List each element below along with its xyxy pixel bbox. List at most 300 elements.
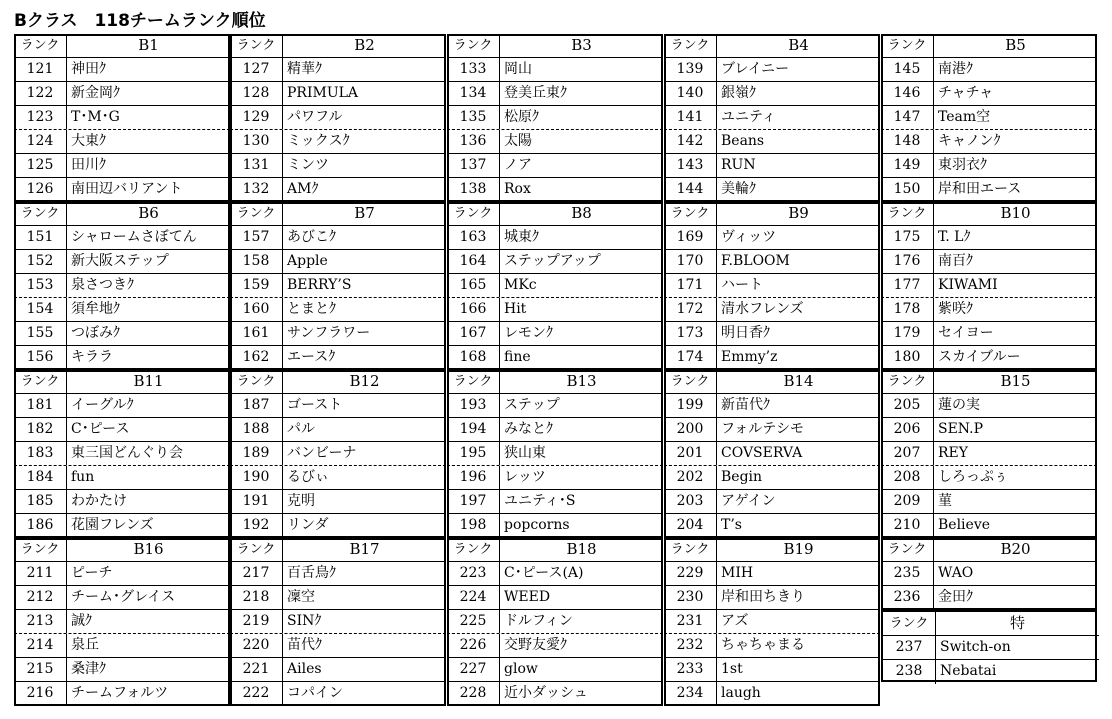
team-name-cell: 城東ｸ	[504, 229, 539, 245]
rank-cell: 124	[14, 130, 67, 153]
rank-cell: 202	[664, 466, 717, 489]
team-name-cell: Ailes	[287, 661, 322, 677]
group-block	[881, 538, 1097, 706]
group-block	[881, 34, 1097, 202]
table-row	[881, 514, 1097, 538]
team-name-cell: リンダ	[287, 517, 329, 533]
team-name-cell: Team空	[938, 109, 991, 125]
rank-cell: 212	[14, 586, 67, 609]
table-row	[14, 586, 230, 610]
table-row	[883, 636, 1099, 660]
table-row	[447, 298, 663, 322]
rank-cell: 172	[664, 298, 717, 321]
table-row	[447, 610, 663, 634]
rank-cell: 215	[14, 658, 67, 681]
rank-column-header: ランク	[14, 34, 67, 57]
rank-cell: 143	[664, 154, 717, 177]
team-name-cell: パル	[287, 421, 315, 437]
table-row	[447, 514, 663, 538]
table-row	[664, 634, 880, 658]
table-row	[14, 346, 230, 370]
rank-cell: 218	[230, 586, 283, 609]
team-name-cell: わかたけ	[71, 493, 127, 509]
team-name-cell: 交野友愛ｸ	[504, 637, 567, 653]
rank-cell: 160	[230, 298, 283, 321]
rank-cell: 169	[664, 226, 717, 249]
team-name-cell: 誠ｸ	[71, 613, 92, 629]
table-row	[881, 178, 1097, 202]
special-group-block	[881, 610, 1097, 682]
table-row	[14, 514, 230, 538]
team-name-cell: 花園フレンズ	[71, 517, 154, 533]
table-row	[664, 562, 880, 586]
rank-cell: 146	[881, 82, 934, 105]
team-name-cell: ノア	[504, 157, 532, 173]
team-name-cell: 蓮の実	[938, 397, 980, 413]
team-name-cell: サンフラワー	[287, 325, 371, 341]
rank-cell: 214	[14, 634, 67, 657]
team-name-cell: Apple	[287, 253, 328, 269]
team-name-cell: 岸和田ちきり	[721, 589, 805, 605]
group-name: B16	[133, 540, 164, 558]
rank-cell: 189	[230, 442, 283, 465]
team-name-cell: 神田ｸ	[71, 61, 106, 77]
group-header	[14, 34, 230, 58]
rank-cell: 220	[230, 634, 283, 657]
rank-cell: 130	[230, 130, 283, 153]
table-row	[664, 298, 880, 322]
team-name-cell: ユニティ	[721, 109, 776, 125]
group-block	[14, 202, 230, 370]
table-row	[14, 274, 230, 298]
rank-cell: 228	[447, 682, 500, 706]
rank-cell: 163	[447, 226, 500, 249]
team-name-cell: チャチャ	[938, 85, 994, 101]
rank-cell: 225	[447, 610, 500, 633]
group-block	[881, 202, 1097, 370]
team-name-cell: 桑津ｸ	[71, 661, 106, 677]
team-name-cell: 新苗代ｸ	[721, 397, 770, 413]
rank-cell: 140	[664, 82, 717, 105]
table-row	[230, 610, 446, 634]
table-row	[881, 106, 1097, 130]
rank-cell: 221	[230, 658, 283, 681]
table-row	[447, 466, 663, 490]
team-name-cell: KIWAMI	[938, 277, 998, 293]
team-name-cell: 明日香ｸ	[721, 325, 770, 341]
rank-cell: 209	[881, 490, 934, 513]
team-name-cell: 須牟地ｸ	[71, 301, 120, 317]
team-name-cell: チーム･グレイス	[71, 589, 176, 605]
team-name-cell: glow	[504, 661, 538, 677]
group-header	[447, 538, 663, 562]
rank-column-header: ランク	[883, 612, 936, 635]
rank-cell: 203	[664, 490, 717, 513]
group-name: B10	[1000, 204, 1031, 222]
rank-cell: 233	[664, 658, 717, 681]
rank-cell: 128	[230, 82, 283, 105]
rank-cell: 231	[664, 610, 717, 633]
table-row	[447, 226, 663, 250]
team-name-cell: 菫	[938, 493, 952, 509]
rank-cell: 217	[230, 562, 283, 585]
table-row	[14, 130, 230, 154]
rank-cell: 180	[881, 346, 934, 370]
team-name-cell: 南港ｸ	[938, 61, 973, 77]
table-row	[664, 682, 880, 706]
team-name-cell: 新大阪ステップ	[71, 253, 169, 269]
table-row	[14, 298, 230, 322]
rank-column-header: ランク	[14, 538, 67, 561]
rank-cell: 236	[881, 586, 934, 609]
table-row	[447, 130, 663, 154]
rank-cell: 129	[230, 106, 283, 129]
rank-cell: 211	[14, 562, 67, 585]
team-name-cell: るびぃ	[287, 469, 329, 485]
rank-column-header: ランク	[14, 370, 67, 393]
rank-cell: 157	[230, 226, 283, 249]
group-block	[14, 538, 230, 706]
team-name-cell: 百舌鳥ｸ	[287, 565, 336, 581]
team-name-cell: 登美丘東ｸ	[504, 85, 567, 101]
table-row	[664, 346, 880, 370]
team-name-cell: 克明	[287, 493, 315, 509]
table-row	[881, 466, 1097, 490]
group-name: B2	[354, 36, 375, 54]
group-name: B6	[138, 204, 159, 222]
team-name-cell: 泉丘	[71, 637, 99, 653]
table-row	[447, 154, 663, 178]
rank-cell: 153	[14, 274, 67, 297]
group-column	[664, 34, 880, 706]
rank-cell: 144	[664, 178, 717, 202]
table-row	[881, 130, 1097, 154]
table-row	[881, 394, 1097, 418]
team-name-cell: レモンｸ	[504, 325, 553, 341]
team-name-cell: 精華ｸ	[287, 61, 322, 77]
group-name: B7	[354, 204, 375, 222]
group-header	[664, 370, 880, 394]
team-name-cell: キャノンｸ	[938, 133, 1001, 149]
group-header	[447, 34, 663, 58]
rank-cell: 185	[14, 490, 67, 513]
rank-cell: 134	[447, 82, 500, 105]
rank-column-header: ランク	[230, 202, 283, 225]
team-name-cell: COVSERVA	[721, 445, 803, 461]
table-row	[881, 250, 1097, 274]
rank-cell: 229	[664, 562, 717, 585]
rank-cell: 171	[664, 274, 717, 297]
team-name-cell: 東羽衣ｸ	[938, 157, 987, 173]
rank-cell: 161	[230, 322, 283, 345]
rank-cell: 166	[447, 298, 500, 321]
rank-cell: 222	[230, 682, 283, 706]
table-row	[230, 466, 446, 490]
table-row	[664, 466, 880, 490]
team-name-cell: エースｸ	[287, 349, 336, 365]
table-row	[14, 634, 230, 658]
team-name-cell: ゴースト	[287, 397, 343, 413]
team-name-cell: ミンツ	[287, 157, 329, 173]
table-row	[447, 58, 663, 82]
team-name-cell: 紫咲ｸ	[938, 301, 973, 317]
table-row	[230, 634, 446, 658]
group-block	[14, 370, 230, 538]
table-row	[881, 442, 1097, 466]
rank-cell: 205	[881, 394, 934, 417]
rank-cell: 174	[664, 346, 717, 370]
rank-cell: 181	[14, 394, 67, 417]
table-row	[881, 58, 1097, 82]
group-name: B15	[1000, 372, 1031, 390]
team-name-cell: イーグルｸ	[71, 397, 134, 413]
group-block	[230, 370, 446, 538]
team-name-cell: C･ピース(A)	[504, 565, 584, 581]
team-name-cell: 岡山	[504, 61, 532, 77]
team-name-cell: T. Lｸ	[938, 229, 971, 245]
rank-cell: 235	[881, 562, 934, 585]
group-name: B13	[566, 372, 597, 390]
team-name-cell: Emmy’z	[721, 349, 778, 365]
table-row	[14, 250, 230, 274]
table-row	[881, 346, 1097, 370]
team-name-cell: 南百ｸ	[938, 253, 973, 269]
group-column	[447, 34, 663, 706]
rank-cell: 237	[883, 636, 936, 659]
rank-cell: 186	[14, 514, 67, 538]
table-row	[230, 394, 446, 418]
team-name-cell: アズ	[721, 613, 749, 629]
team-name-cell: BERRY’S	[287, 277, 352, 293]
rank-cell: 156	[14, 346, 67, 370]
team-name-cell: Begin	[721, 469, 763, 485]
rank-cell: 224	[447, 586, 500, 609]
rank-column-header: ランク	[447, 202, 500, 225]
rank-cell: 204	[664, 514, 717, 538]
table-row	[883, 660, 1099, 684]
table-row	[664, 490, 880, 514]
group-column	[230, 34, 446, 706]
rank-cell: 122	[14, 82, 67, 105]
table-row	[230, 298, 446, 322]
team-name-cell: フォルテシモ	[721, 421, 805, 437]
rank-cell: 192	[230, 514, 283, 538]
team-name-cell: T’s	[721, 517, 742, 533]
ranking-table	[14, 34, 1096, 706]
team-name-cell: SEN.P	[938, 421, 984, 437]
rank-cell: 150	[881, 178, 934, 202]
team-name-cell: 南田辺バリアント	[71, 181, 183, 197]
group-block	[664, 538, 880, 706]
rank-cell: 127	[230, 58, 283, 81]
group-block	[664, 370, 880, 538]
table-row	[230, 490, 446, 514]
team-name-cell: 金田ｸ	[938, 589, 973, 605]
team-name-cell: MKc	[504, 277, 537, 293]
group-block	[14, 34, 230, 202]
team-name-cell: T･M･G	[71, 109, 120, 125]
table-row	[664, 82, 880, 106]
table-row	[664, 394, 880, 418]
rank-cell: 131	[230, 154, 283, 177]
rank-column-header: ランク	[447, 370, 500, 393]
table-row	[14, 58, 230, 82]
team-name-cell: MIH	[721, 565, 754, 581]
rank-cell: 155	[14, 322, 67, 345]
table-row	[664, 610, 880, 634]
rank-cell: 178	[881, 298, 934, 321]
team-name-cell: RUN	[721, 157, 756, 173]
team-name-cell: Beans	[721, 133, 765, 149]
rank-column-header: ランク	[664, 202, 717, 225]
rank-cell: 142	[664, 130, 717, 153]
rank-cell: 206	[881, 418, 934, 441]
rank-cell: 234	[664, 682, 717, 706]
group-header	[230, 370, 446, 394]
table-row	[664, 418, 880, 442]
table-row	[230, 82, 446, 106]
table-row	[14, 322, 230, 346]
table-row	[664, 130, 880, 154]
rank-cell: 121	[14, 58, 67, 81]
rank-cell: 165	[447, 274, 500, 297]
team-name-cell: ブレイニー	[721, 61, 790, 77]
group-header	[14, 202, 230, 226]
group-header	[881, 34, 1097, 58]
team-name-cell: バンビーナ	[287, 445, 357, 461]
table-row	[230, 346, 446, 370]
rank-cell: 126	[14, 178, 67, 202]
team-name-cell: 1st	[721, 661, 743, 677]
team-name-cell: ステップアップ	[504, 253, 601, 269]
table-row	[230, 226, 446, 250]
group-name: B9	[788, 204, 809, 222]
team-name-cell: Hit	[504, 301, 527, 317]
group-name: B20	[1000, 540, 1031, 558]
rank-cell: 123	[14, 106, 67, 129]
group-name: B3	[571, 36, 592, 54]
group-header	[664, 202, 880, 226]
team-name-cell: laugh	[721, 685, 761, 701]
team-name-cell: 凜空	[287, 589, 315, 605]
rank-column-header: ランク	[881, 202, 934, 225]
team-name-cell: fun	[71, 469, 95, 485]
table-row	[447, 274, 663, 298]
page-title: Bクラス 118チームランク順位	[14, 11, 266, 31]
table-row	[664, 106, 880, 130]
rank-cell: 198	[447, 514, 500, 538]
table-row	[447, 562, 663, 586]
rank-cell: 132	[230, 178, 283, 202]
rank-cell: 158	[230, 250, 283, 273]
rank-cell: 154	[14, 298, 67, 321]
team-name-cell: SINｸ	[287, 613, 322, 629]
rank-column-header: ランク	[447, 538, 500, 561]
table-row	[447, 490, 663, 514]
table-row	[881, 322, 1097, 346]
rank-column-header: ランク	[230, 370, 283, 393]
team-name-cell: 美輪ｸ	[721, 181, 756, 197]
rank-cell: 188	[230, 418, 283, 441]
rank-cell: 213	[14, 610, 67, 633]
team-name-cell: Rox	[504, 181, 531, 197]
table-row	[881, 418, 1097, 442]
rank-cell: 179	[881, 322, 934, 345]
group-block	[447, 370, 663, 538]
table-row	[881, 490, 1097, 514]
team-name-cell: 松原ｸ	[504, 109, 539, 125]
group-name: B4	[788, 36, 809, 54]
rank-cell: 219	[230, 610, 283, 633]
team-name-cell: C･ピース	[71, 421, 130, 437]
team-name-cell: ちゃちゃまる	[721, 637, 805, 653]
team-name-cell: とまとｸ	[287, 301, 336, 317]
team-name-cell: Switch-on	[940, 639, 1011, 655]
table-row	[230, 250, 446, 274]
rank-cell: 175	[881, 226, 934, 249]
team-name-cell: WAO	[938, 565, 974, 581]
team-name-cell: 大東ｸ	[71, 133, 106, 149]
rank-cell: 167	[447, 322, 500, 345]
table-row	[664, 586, 880, 610]
rank-cell: 210	[881, 514, 934, 538]
table-row	[14, 394, 230, 418]
rank-cell: 183	[14, 442, 67, 465]
table-row	[447, 442, 663, 466]
table-row	[14, 466, 230, 490]
rank-cell: 147	[881, 106, 934, 129]
table-row	[664, 58, 880, 82]
rank-cell: 187	[230, 394, 283, 417]
table-row	[14, 490, 230, 514]
rank-cell: 164	[447, 250, 500, 273]
table-row	[14, 610, 230, 634]
team-name-cell: チームフォルツ	[71, 685, 169, 701]
rank-cell: 159	[230, 274, 283, 297]
rank-cell: 223	[447, 562, 500, 585]
team-name-cell: アゲイン	[721, 493, 776, 509]
table-row	[447, 322, 663, 346]
group-header	[230, 538, 446, 562]
group-header	[447, 202, 663, 226]
group-name: B8	[571, 204, 592, 222]
group-header	[14, 538, 230, 562]
group-block	[230, 202, 446, 370]
table-row	[14, 154, 230, 178]
group-name: B19	[783, 540, 814, 558]
rank-cell: 196	[447, 466, 500, 489]
rank-cell: 168	[447, 346, 500, 370]
rank-cell: 136	[447, 130, 500, 153]
rank-cell: 173	[664, 322, 717, 345]
table-row	[664, 178, 880, 202]
table-row	[881, 562, 1097, 586]
rank-cell: 238	[883, 660, 936, 684]
team-name-cell: REY	[938, 445, 969, 461]
table-row	[230, 178, 446, 202]
table-row	[14, 178, 230, 202]
team-name-cell: 苗代ｸ	[287, 637, 322, 653]
rank-cell: 182	[14, 418, 67, 441]
team-name-cell: 太陽	[504, 133, 532, 149]
team-name-cell: 銀嶺ｸ	[721, 85, 756, 101]
team-name-cell: キララ	[71, 349, 113, 365]
rank-cell: 135	[447, 106, 500, 129]
group-name: B17	[349, 540, 380, 558]
team-name-cell: シャロームさぼてん	[71, 229, 197, 245]
team-name-cell: AMｸ	[287, 181, 319, 197]
team-name-cell: ドルフィン	[504, 613, 573, 629]
